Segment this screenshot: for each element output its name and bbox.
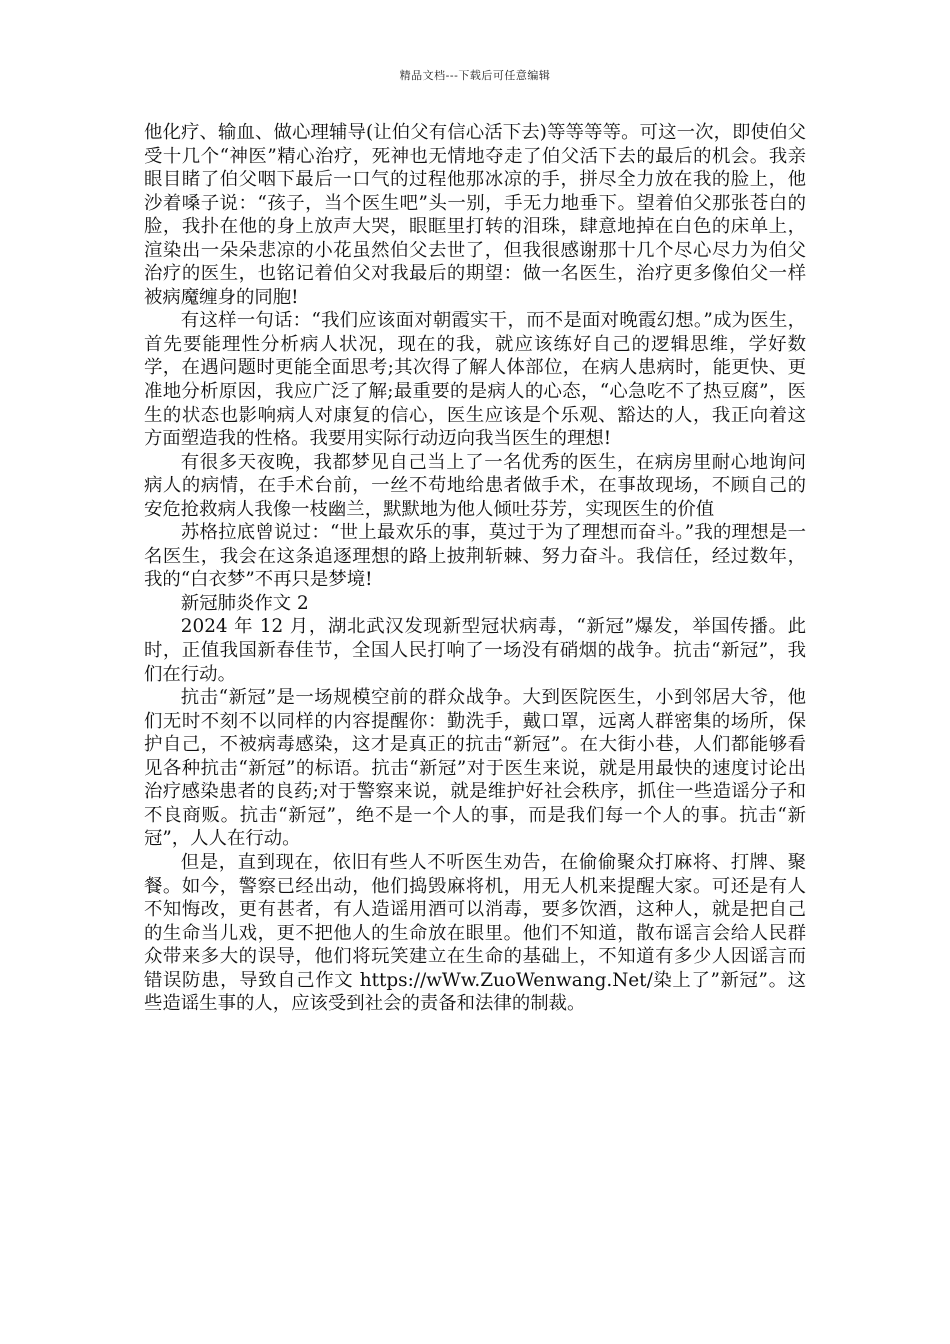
paragraph: 但是，直到现在，依旧有些人不听医生劝告，在偷偷聚众打麻将、打牌、聚餐。如今，警察已经出动，他们捣毁麻将机，用无人机来提醒大家。可还是有人不知悔改，更有甚者，有人造谣用酒可以消毒，要多饮酒，这种人，就是把自己的生命当儿戏，更不把他人的生命放在眼里。他们不知道，散布谣言会给人民群众带来多大的误导，他们将玩笑建立在生命的基础上，不知道有多少人因谣言而错误防患，导致自己作文 https://wWw.ZuoWenwang.Net/染上了”新冠”。这些造谣生事的人，应该受到社会的责备和法律的制裁。 [144, 851, 806, 1015]
document-body [144, 121, 806, 1016]
page-header: 精品文档---下载后可任意编辑 [399, 69, 551, 82]
section-heading: 新冠肺炎作文 2 [180, 592, 309, 614]
paragraph: 他化疗、输血、做心理辅导(让伯父有信心活下去)等等等等。可这一次，即使伯父受十几个“神医”精心治疗，死神也无情地夺走了伯父活下去的最后的机会。我亲眼目睹了伯父咽下最后一口气的过程他那冰凉的手，拼尽全力放在我的脸上，他沙着嗓子说：“孩子，当个医生吧”头一别，手无力地垂下。望着伯父那张苍白的脸，我扑在他的身上放声大哭，眼眶里打转的泪珠，肆意地掉在白色的床单上，渲染出一朵朵悲凉的小花虽然伯父去世了，但我很感谢那十几个尽心尽力为伯父治疗的医生，也铭记着伯父对我最后的期望：做一名医生，治疗更多像伯父一样被病魔缠身的同胞! [144, 122, 806, 308]
paragraph: 有很多天夜晚，我都梦见自己当上了一名优秀的医生，在病房里耐心地询问病人的病情，在手术台前，一丝不苟地给患者做手术，在事故现场，不顾自己的安危抢救病人我像一枝幽兰，默默地为他人倾吐芬芳，实现医生的价值 [144, 451, 806, 520]
paragraph: 抗击“新冠”是一场规模空前的群众战争。大到医院医生，小到邻居大爷，他们无时不刻不以同样的内容提醒你：勤洗手，戴口罩，远离人群密集的场所，保护自己，不被病毒感染，这才是真正的抗击“新冠”。在大街小巷，人们都能够看见各种抗击“新冠”的标语。抗击“新冠”对于医生来说，就是用最快的速度讨论出治疗感染患者的良药;对于警察来说，就是维护好社会秩序，抓住一些造谣分子和不良商贩。抗击“新冠”，绝不是一个人的事，而是我们每一个人的事。抗击“新冠”，人人在行动。 [144, 687, 806, 850]
paragraph: 有这样一句话：“我们应该面对朝霞实干，而不是面对晚霞幻想。”成为医生，首先要能理性分析病人状况，现在的我，就应该练好自己的逻辑思维，学好数学，在遇问题时更能全面思考;其次得了解人体部位，在病人患病时，能更快、更准地分析原因，我应广泛了解;最重要的是病人的心态，“心急吃不了热豆腐”，医生的状态也影响病人对康复的信心，医生应该是个乐观、豁达的人，我正向着这方面塑造我的性格。我要用实际行动迈向我当医生的理想! [144, 310, 806, 450]
paragraph: 2024 年 12 月，湖北武汉发现新型冠状病毒，“新冠”爆发，举国传播。此时，正值我国新春佳节，全国人民打响了一场没有硝烟的战争。抗击“新冠”，我们在行动。 [144, 616, 806, 685]
paragraph: 苏格拉底曾说过：“世上最欢乐的事，莫过于为了理想而奋斗。”我的理想是一名医生，我会在这条追逐理想的路上披荆斩棘、努力奋斗。我信任，经过数年，我的“白衣梦”不再只是梦境! [144, 522, 806, 591]
